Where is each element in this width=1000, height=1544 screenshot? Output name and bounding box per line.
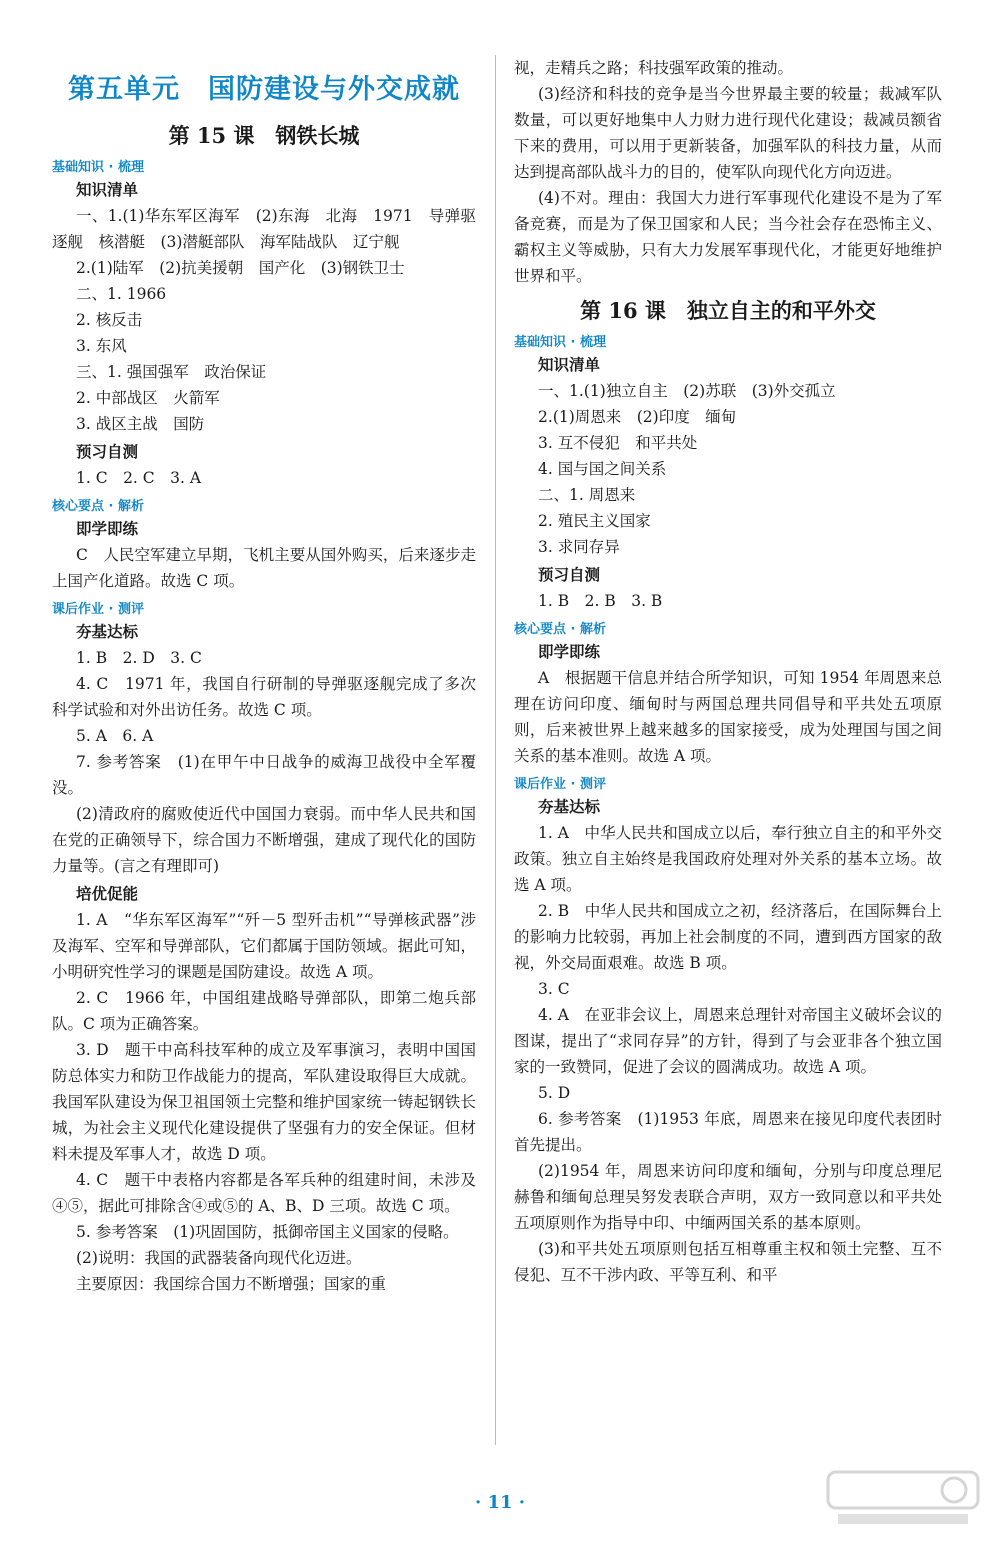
- answer-line: 1. C 2. C 3. A: [76, 469, 202, 487]
- answer-line: 4. 国与国之间关系: [538, 460, 667, 478]
- continued-text: 视，走精兵之路；科技强军政策的推动。: [514, 59, 794, 77]
- lesson-15-title: 第 15 课 钢铁长城: [168, 123, 360, 148]
- page-number: · 11 ·: [474, 1492, 526, 1513]
- answer-line: 3. 互不侵犯 和平共处: [538, 434, 698, 452]
- watermark-logo: [824, 1466, 984, 1530]
- answer-line: 一、1.(1)独立自主 (2)苏联 (3)外交孤立: [538, 382, 836, 400]
- answer-line: 4. C 1971 年，我国自行研制的导弹驱逐舰完成了多次科学试验和对外出访任务。故选 C 项。: [52, 675, 476, 719]
- answer-line: 1. A “华东军区海军”“歼－5 型歼击机”“导弹核武器”涉及海军、空军和导弹部队，它们都属于国防领域。据此可知，小明研究性学习的课题是国防建设。故选 A 项。: [52, 911, 476, 981]
- section-key-points: 核心要点 · 解析: [52, 499, 144, 514]
- subheading-foundation: 夯基达标: [538, 797, 601, 816]
- answer-line: 2.(1)陆军 (2)抗美援朝 国产化 (3)钢铁卫士: [76, 259, 405, 277]
- answer-line: 2. C 1966 年，中国组建战略导弹部队，即第二炮兵部队。C 项为正确答案。: [52, 989, 476, 1033]
- subheading-practice: 即学即练: [76, 519, 139, 538]
- answer-line: 3. D 题干中高科技军种的成立及军事演习，表明中国国防总体实力和防卫作战能力的提高，军队建设取得巨大成就。我国军队建设为保卫祖国领土完整和维护国家统一铸起钢铁长城，为社会主义现代化建设提供了坚强有力的安全保证。但材料未提及军事人才，故选 D 项。: [52, 1041, 476, 1163]
- answer-line: 3. C: [538, 980, 570, 998]
- answer-line: 主要原因：我国综合国力不断增强；国家的重: [76, 1275, 387, 1293]
- answer-line: 5. 参考答案 (1)巩固国防，抵御帝国主义国家的侵略。: [76, 1223, 459, 1241]
- subheading-preview-test: 预习自测: [538, 565, 601, 584]
- answer-line: 1. A 中华人民共和国成立以后，奉行独立自主的和平外交政策。独立自主始终是我国政府处理对外关系的基本立场。故选 A 项。: [514, 824, 942, 894]
- answer-line: (2)1954 年，周恩来访问印度和缅甸，分别与印度总理尼赫鲁和缅甸总理吴努发表联合声明，双方一致同意以和平共处五项原则作为指导中印、中缅两国关系的基本原则。: [514, 1162, 942, 1232]
- answer-line: (2)清政府的腐败使近代中国国力衰弱。而中华人民共和国在党的正确领导下，综合国力不断增强，建成了现代化的国防力量等。(言之有理即可): [52, 805, 476, 875]
- answer-line: 5. D: [538, 1084, 571, 1102]
- answer-line: A 根据题干信息并结合所学知识，可知 1954 年周恩来总理在访问印度、缅甸时与两国总理共同倡导和平共处五项原则，后来被世界上越来越多的国家接受，成为处理国与国之间关系的基本准则。故选 A 项。: [514, 669, 942, 765]
- answer-line: 4. C 题干中表格内容都是各军兵种的组建时间，未涉及④⑤，据此可排除含④或⑤的 A、B、D 三项。故选 C 项。: [52, 1171, 476, 1215]
- subheading-knowledge-list: 知识清单: [538, 355, 601, 374]
- left-column: [52, 55, 476, 1297]
- answer-line: 2. 中部战区 火箭军: [76, 389, 220, 407]
- right-column: [514, 55, 942, 1288]
- answer-line: 三、1. 强国强军 政治保证: [76, 363, 267, 381]
- answer-line: 2.(1)周恩来 (2)印度 缅甸: [538, 408, 737, 426]
- answer-line: 3. 求同存异: [538, 538, 620, 556]
- answer-line: 二、1. 1966: [76, 285, 167, 303]
- answer-line: 4. A 在亚非会议上，周恩来总理针对帝国主义破坏会议的图谋，提出了“求同存异”的方针，得到了与会亚非各个独立国家的一致赞同，促进了会议的圆满成功。故选 A 项。: [514, 1006, 942, 1076]
- subheading-preview-test: 预习自测: [76, 442, 139, 461]
- answer-line: 1. B 2. B 3. B: [538, 592, 663, 610]
- section-basic-knowledge: 基础知识 · 梳理: [52, 160, 144, 175]
- section-homework: 课后作业 · 测评: [514, 777, 606, 792]
- answer-line: 3. 东风: [76, 337, 127, 355]
- column-divider: [495, 55, 496, 1445]
- answer-line: 一、1.(1)华东军区海军 (2)东海 北海 1971 导弹驱逐舰 核潜艇 (3)潜艇部队 海军陆战队 辽宁舰: [52, 207, 476, 251]
- answer-line: (2)说明：我国的武器装备向现代化迈进。: [76, 1249, 362, 1267]
- subheading-knowledge-list: 知识清单: [76, 180, 139, 199]
- subheading-foundation: 夯基达标: [76, 622, 139, 641]
- answer-line: 1. B 2. D 3. C: [76, 649, 202, 667]
- answer-line: 7. 参考答案 (1)在甲午中日战争的威海卫战役中全军覆没。: [52, 753, 476, 797]
- section-homework: 课后作业 · 测评: [52, 602, 144, 617]
- answer-line: C 人民空军建立早期，飞机主要从国外购买，后来逐步走上国产化道路。故选 C 项。: [52, 546, 476, 590]
- section-basic-knowledge: 基础知识 · 梳理: [514, 335, 606, 350]
- continued-text: (3)经济和科技的竞争是当今世界最主要的较量；裁减军队数量，可以更好地集中人力财力进行现代化建设；裁减员额省下来的费用，可以用于更新装备，加强军队的科技力量，从而达到提高部队战斗力的目的，使军队向现代化方向迈进。: [514, 85, 942, 181]
- answer-line: 二、1. 周恩来: [538, 486, 636, 504]
- section-key-points: 核心要点 · 解析: [514, 622, 606, 637]
- subheading-advanced: 培优促能: [76, 884, 139, 903]
- answer-line: 2. B 中华人民共和国成立之初，经济落后，在国际舞台上的影响力比较弱，再加上社会制度的不同，遭到西方国家的敌视，外交局面艰难。故选 B 项。: [514, 902, 942, 972]
- lesson-16-title: 第 16 课 独立自主的和平外交: [580, 298, 876, 323]
- answer-line: (3)和平共处五项原则包括互相尊重主权和领土完整、互不侵犯、互不干涉内政、平等互利、和平: [514, 1240, 942, 1284]
- answer-line: 6. 参考答案 (1)1953 年底，周恩来在接见印度代表团时首先提出。: [514, 1110, 942, 1154]
- answer-line: 2. 殖民主义国家: [538, 512, 651, 530]
- answer-line: 3. 战区主战 国防: [76, 415, 205, 433]
- unit-title: 第五单元 国防建设与外交成就: [68, 74, 460, 105]
- answer-line: 5. A 6. A: [76, 727, 154, 745]
- subheading-practice: 即学即练: [538, 642, 601, 661]
- continued-text: (4)不对。理由：我国大力进行军事现代化建设不是为了军备竞赛，而是为了保卫国家和人民；当今社会存在恐怖主义、霸权主义等威胁，只有大力发展军事现代化，才能更好地维护世界和平。: [514, 189, 942, 285]
- answer-line: 2. 核反击: [76, 311, 143, 329]
